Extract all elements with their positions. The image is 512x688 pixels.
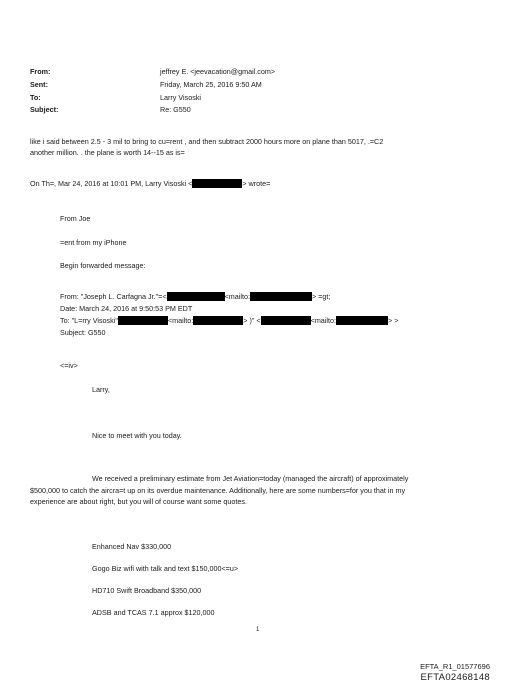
redaction-block [192,179,242,188]
on-thread-line [30,179,270,188]
redaction-block [118,316,168,325]
footer-id-1: EFTA_R1_01577696 [420,662,490,671]
estimate-line2: $500,000 to catch the aircra=t up on its overdue maintenance. Additionally, here are some numbers=for you that in my [30,486,406,495]
begin-forwarded: Begin forwarded message: [60,261,146,270]
fwd-subject: Subject: G550 [60,328,106,337]
para1-line1: like i said between 2.5 - 3 mil to bring to cu=rent , and then subtract 2000 hours more on plane than 5017, .=C2 [30,137,384,146]
fwd-from-mailto: <mailto: [224,292,250,301]
subject-value: Re: G550 [160,105,191,114]
greeting-larry: Larry, [92,385,110,394]
list-item: ADSB and TCAS 7.1 approx $120,000 [92,608,215,617]
sent-iphone: =ent from my iPhone [60,238,127,247]
redaction-block [193,316,243,325]
list-item: Enhanced Nav $330,000 [92,542,172,551]
div-tag: <=iv> [60,361,78,370]
redaction-block [261,316,311,325]
to-value: Larry Visoski [160,93,202,102]
fwd-from-prefix: From: "Joseph L. Carfagna Jr."=< [60,292,167,301]
footer-id-2: EFTA02468148 [420,672,490,683]
from-value: jeffrey E. <jeevacation@gmail.com> [160,67,276,76]
fwd-from-suffix: > =gt; [311,292,331,301]
fwd-to-line [60,316,398,325]
fwd-to-prefix: To: "L=rry Visoski" [60,316,118,325]
from-joe: From Joe [60,214,91,223]
para1-line2: another million. . the plane is worth 14--15 as is= [30,148,185,157]
fwd-from-line [60,292,330,301]
subject-label: Subject: [30,105,59,114]
fwd-to-mailto: <mailto: [167,316,194,325]
list-item: HD710 Swift Broadband $350,000 [92,586,202,595]
estimate-line3: experience are about right, but you will of course want some quotes. [30,497,247,506]
redaction-block [250,292,312,301]
sent-label: Sent: [30,80,48,89]
page-number: 1 [256,627,260,633]
redaction-block [336,316,388,325]
fwd-to-end: > > [388,316,399,325]
on-thread-suffix: > wrote= [242,179,271,188]
fwd-date: Date: March 24, 2016 at 9:50:53 PM EDT [60,304,193,313]
on-thread-prefix: On Th=, Mar 24, 2016 at 10:01 PM, Larry Visoski < [30,179,193,188]
sent-value: Friday, March 25, 2016 9:50 AM [160,80,262,89]
fwd-to-mailto2: <mailto: [310,316,336,325]
redaction-block [167,292,225,301]
list-item: Gogo Biz wifi with talk and text $150,000<=u> [92,564,239,573]
fwd-to-mid: > )" < [243,316,261,325]
to-label: To: [30,93,41,102]
nice-to-meet: Nice to meet with you today. [92,431,182,440]
from-label: From: [30,67,51,76]
estimate-line1: We received a preliminary estimate from Jet Aviation=today (managed the aircraft) of approximately [92,474,409,483]
